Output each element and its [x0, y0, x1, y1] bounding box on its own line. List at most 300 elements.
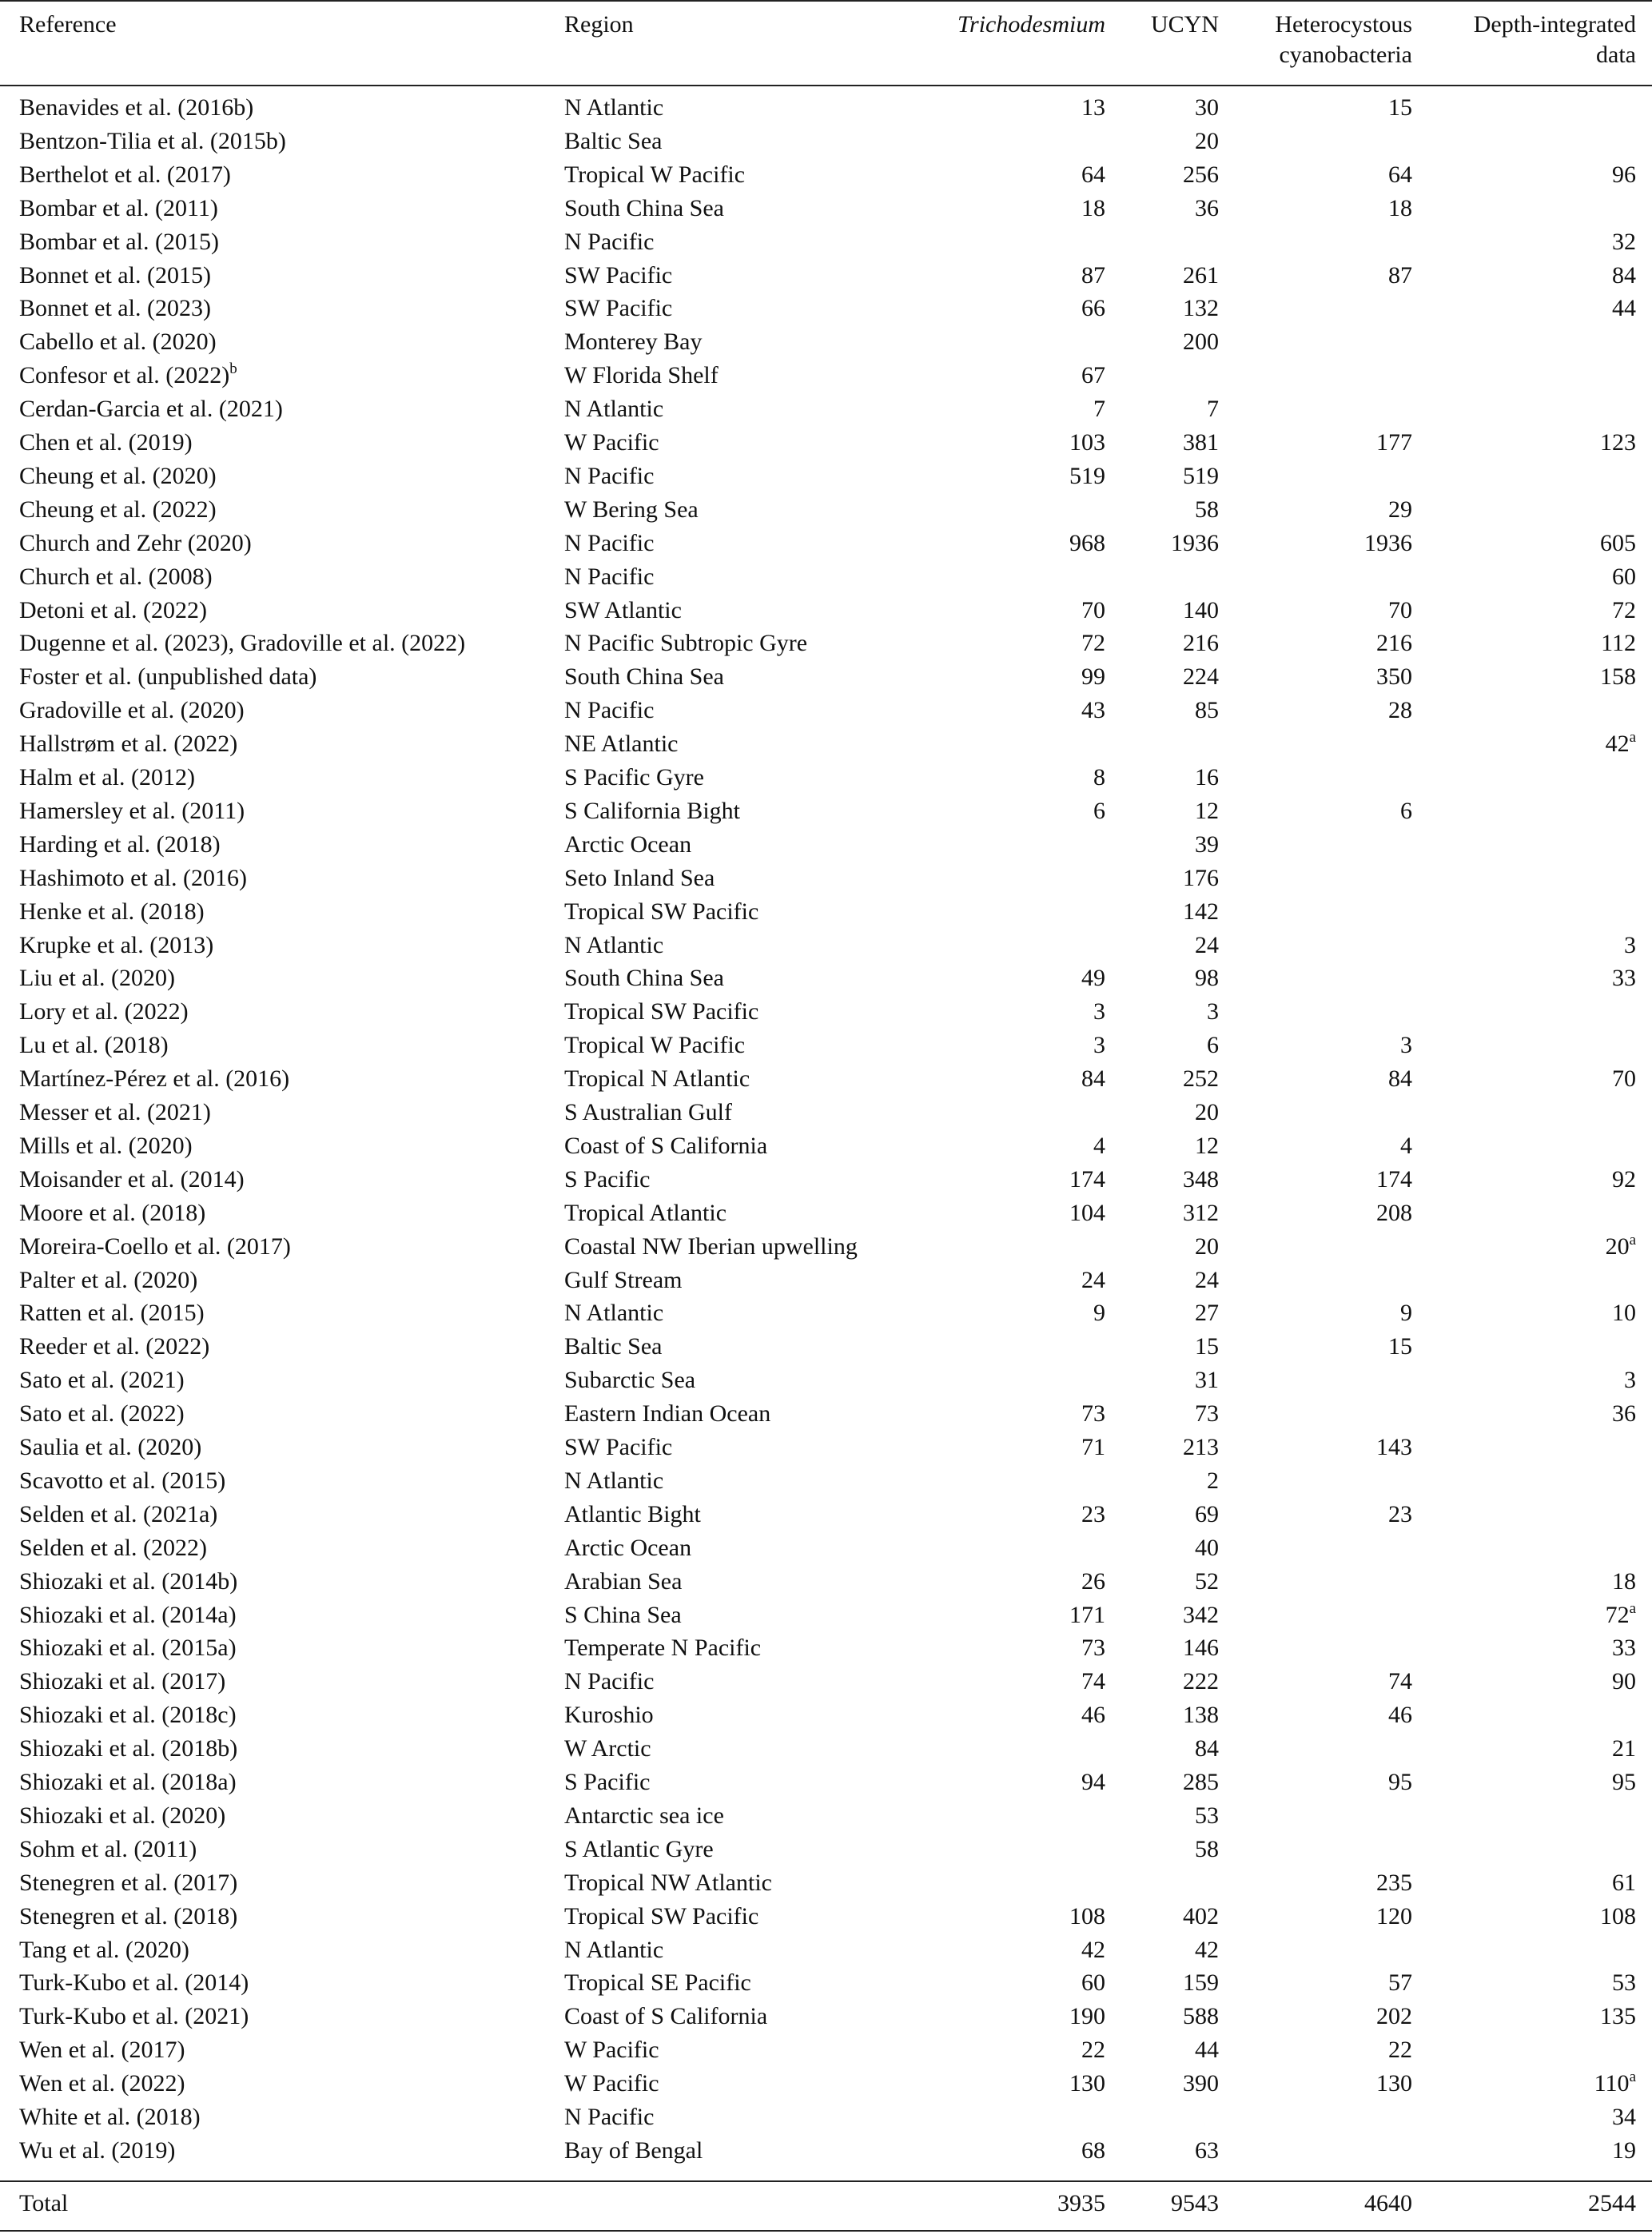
table-row — [0, 1096, 1652, 1129]
table-row — [0, 1397, 1652, 1431]
ucyn-cell: 98 — [1195, 965, 1219, 992]
ucyn-cell: 58 — [1195, 496, 1219, 523]
reference-cell: Saulia et al. (2020) — [19, 1434, 202, 1460]
region-cell: Tropical SW Pacific — [564, 998, 759, 1025]
trichodesmium-cell: 3 — [1093, 998, 1105, 1025]
depth-integrated-cell: 18 — [1612, 1567, 1636, 1595]
table-row — [0, 1933, 1652, 1967]
header-depth-line2: data — [1596, 42, 1636, 68]
trichodesmium-cell: 72 — [1081, 630, 1105, 657]
reference-cell: Martínez-Pérez et al. (2016) — [19, 1065, 290, 1093]
trichodesmium-cell: 73 — [1081, 1400, 1105, 1428]
reference-cell: Moore et al. (2018) — [19, 1199, 206, 1226]
trichodesmium-cell: 22 — [1081, 2037, 1105, 2064]
reference-cell: Selden et al. (2022) — [19, 1534, 207, 1561]
trichodesmium-cell: 3 — [1093, 1032, 1105, 1059]
depth-integrated-cell: 44 — [1612, 295, 1636, 322]
footnote-marker: a — [1629, 2069, 1636, 2086]
reference-cell: Mills et al. (2020) — [19, 1132, 193, 1159]
ucyn-cell: 24 — [1195, 1266, 1219, 1293]
trichodesmium-cell: 4 — [1093, 1132, 1105, 1159]
table-row — [0, 794, 1652, 828]
trichodesmium-cell: 42 — [1081, 1936, 1105, 1963]
header-depth-line1: Depth-integrated — [1473, 11, 1636, 38]
table-row — [0, 158, 1652, 192]
reference-cell: Detoni et al. (2022) — [19, 596, 207, 623]
table-row — [0, 1631, 1652, 1665]
reference-cell: Bentzon-Tilia et al. (2015b) — [19, 127, 286, 154]
region-cell: S Pacific Gyre — [564, 764, 704, 790]
ucyn-cell: 20 — [1195, 1232, 1219, 1260]
table-row — [0, 727, 1652, 761]
table-row — [0, 259, 1652, 293]
reference-cell: Wen et al. (2017) — [19, 2037, 185, 2064]
heterocystous-cell: 350 — [1376, 663, 1412, 691]
heterocystous-cell: 15 — [1388, 94, 1412, 121]
ucyn-cell: 146 — [1183, 1635, 1219, 1662]
region-cell: NE Atlantic — [564, 731, 679, 758]
reference-cell: Shiozaki et al. (2014b) — [19, 1567, 238, 1595]
region-cell: South China Sea — [564, 194, 724, 221]
table-row — [0, 560, 1652, 594]
region-cell: Gulf Stream — [564, 1266, 683, 1293]
reference-cell: Shiozaki et al. (2017) — [19, 1668, 226, 1695]
region-cell: SW Atlantic — [564, 596, 682, 623]
reference-cell: Sato et al. (2022) — [19, 1400, 185, 1428]
ucyn-cell: 44 — [1195, 2037, 1219, 2064]
trichodesmium-cell: 64 — [1081, 161, 1105, 188]
ucyn-cell: 20 — [1195, 127, 1219, 154]
ucyn-cell: 285 — [1183, 1769, 1219, 1795]
reference-cell: Liu et al. (2020) — [19, 965, 175, 992]
depth-integrated-cell: 158 — [1600, 663, 1636, 691]
header-region: Region — [564, 11, 634, 38]
ucyn-cell: 176 — [1183, 864, 1219, 891]
region-cell: Tropical Atlantic — [564, 1199, 727, 1226]
table-row — [0, 1900, 1652, 1933]
heterocystous-cell: 87 — [1388, 261, 1412, 289]
trichodesmium-cell: 130 — [1069, 2070, 1105, 2097]
reference-cell: Confesor et al. $(2022)^b$ — [19, 360, 237, 389]
region-cell: Eastern Indian Ocean — [564, 1400, 771, 1428]
depth-integrated-cell: 33 — [1612, 965, 1636, 992]
table-row — [0, 1665, 1652, 1698]
depth-integrated-cell: 34 — [1612, 2104, 1636, 2130]
reference-cell: Church et al. (2008) — [19, 563, 213, 590]
ucyn-cell: 312 — [1183, 1199, 1219, 1226]
table-row — [0, 1498, 1652, 1531]
region-cell: N Atlantic — [564, 94, 664, 121]
heterocystous-cell: 84 — [1388, 1065, 1412, 1093]
trichodesmium-cell: 18 — [1081, 194, 1105, 221]
heterocystous-cell: 23 — [1388, 1500, 1412, 1527]
reference-cell: Hallstrøm et al. (2022) — [19, 731, 238, 758]
ucyn-cell: 20 — [1195, 1099, 1219, 1125]
footnote-marker: a — [1629, 1599, 1636, 1617]
ucyn-cell: 381 — [1183, 429, 1219, 456]
trichodesmium-cell: 70 — [1081, 596, 1105, 623]
reference-cell: Henke et al. (2018) — [19, 898, 205, 925]
heterocystous-cell: 208 — [1376, 1199, 1412, 1226]
ucyn-cell: 132 — [1183, 295, 1219, 322]
table-row — [0, 929, 1652, 962]
region-cell: N Pacific Subtropic Gyre — [564, 630, 808, 657]
reference-cell: Cerdan-Garcia et al. (2021) — [19, 396, 283, 423]
table-row — [0, 995, 1652, 1029]
reference-cell: Harding et al. (2018) — [19, 830, 221, 858]
depth-integrated-cell: 72 — [1612, 596, 1636, 623]
region-cell: N Pacific — [564, 2104, 655, 2130]
trichodesmium-cell: 94 — [1081, 1769, 1105, 1795]
heterocystous-cell: 46 — [1388, 1702, 1412, 1729]
heterocystous-cell: 70 — [1388, 596, 1412, 623]
ucyn-cell: 159 — [1183, 1969, 1219, 1997]
region-cell: S California Bight — [564, 797, 740, 824]
region-cell: Coastal NW Iberian upwelling — [564, 1232, 858, 1260]
ucyn-cell: 224 — [1183, 663, 1219, 691]
region-cell: Tropical W Pacific — [564, 1032, 746, 1059]
trichodesmium-cell: 99 — [1081, 663, 1105, 691]
ucyn-cell: 140 — [1183, 596, 1219, 623]
ucyn-cell: 256 — [1183, 161, 1219, 188]
table-row — [0, 527, 1652, 560]
region-cell: Seto Inland Sea — [564, 864, 715, 891]
heterocystous-cell: 6 — [1400, 797, 1412, 824]
header-rule — [0, 85, 1652, 86]
region-cell: Tropical SW Pacific — [564, 898, 759, 925]
depth-integrated-cell: 3 — [1624, 1367, 1636, 1394]
heterocystous-cell: 57 — [1388, 1969, 1412, 1997]
table-row — [0, 1866, 1652, 1900]
region-cell: Arabian Sea — [564, 1567, 683, 1595]
region-cell: Tropical SE Pacific — [564, 1969, 751, 1997]
ucyn-cell: 24 — [1195, 931, 1219, 958]
table-row — [0, 2067, 1652, 2101]
reference-cell: Wen et al. (2022) — [19, 2070, 185, 2097]
heterocystous-cell: 15 — [1388, 1333, 1412, 1360]
trichodesmium-cell: 49 — [1081, 965, 1105, 992]
reference-cell: Sato et al. (2021) — [19, 1367, 185, 1394]
ucyn-cell: 3 — [1207, 998, 1219, 1025]
ucyn-cell: 52 — [1195, 1567, 1219, 1595]
table-row — [0, 862, 1652, 895]
depth-integrated-cell: 36 — [1612, 1400, 1636, 1428]
reference-cell: Cabello et al. (2020) — [19, 329, 217, 356]
region-cell: N Pacific — [564, 228, 655, 255]
ucyn-cell: 27 — [1195, 1300, 1219, 1327]
ucyn-cell: 142 — [1183, 898, 1219, 925]
trichodesmium-cell: 9 — [1093, 1300, 1105, 1327]
ucyn-cell: 390 — [1183, 2070, 1219, 2097]
reference-cell: Stenegren et al. (2017) — [19, 1869, 238, 1896]
table-row — [0, 2000, 1652, 2033]
total-label: Total — [19, 2190, 69, 2216]
ucyn-cell: 30 — [1195, 94, 1219, 121]
table-row — [0, 1698, 1652, 1732]
table-row — [0, 962, 1652, 995]
ucyn-cell: 261 — [1183, 261, 1219, 289]
region-cell: Antarctic sea ice — [564, 1802, 724, 1829]
trichodesmium-cell: 190 — [1069, 2003, 1105, 2030]
ucyn-cell: 519 — [1183, 462, 1219, 489]
header-depth-integrated — [1474, 10, 1636, 70]
depth-integrated-cell: 10 — [1612, 1300, 1636, 1327]
ucyn-cell: 42 — [1195, 1936, 1219, 1963]
table-row — [0, 694, 1652, 727]
table-row — [0, 460, 1652, 493]
region-cell: S Pacific — [564, 1165, 651, 1193]
reference-cell: White et al. (2018) — [19, 2104, 201, 2130]
depth-integrated-cell: 20$^a$ — [1605, 1231, 1636, 1260]
ucyn-cell: 58 — [1195, 1835, 1219, 1862]
table-row — [0, 1062, 1652, 1096]
reference-cell: Palter et al. (2020) — [19, 1266, 198, 1293]
reference-cell: Cheung et al. (2020) — [19, 462, 217, 489]
trichodesmium-cell: 46 — [1081, 1702, 1105, 1729]
reference-cell: Bombar et al. (2015) — [19, 228, 219, 255]
table-row — [0, 594, 1652, 627]
heterocystous-cell: 216 — [1376, 630, 1412, 657]
region-cell: W Pacific — [564, 2070, 659, 2097]
table-row — [0, 1163, 1652, 1197]
region-cell: Baltic Sea — [564, 127, 663, 154]
header-trichodesmium: Trichodesmium — [957, 11, 1105, 38]
region-cell: N Pacific — [564, 563, 655, 590]
heterocystous-cell: 29 — [1388, 496, 1412, 523]
region-cell: Bay of Bengal — [564, 2136, 703, 2164]
table-row — [0, 895, 1652, 929]
reference-cell: Moisander et al. (2014) — [19, 1165, 245, 1193]
region-cell: Tropical N Atlantic — [564, 1065, 750, 1093]
heterocystous-cell: 202 — [1376, 2003, 1412, 2030]
bottom-rule — [0, 2230, 1652, 2232]
region-cell: Temperate N Pacific — [564, 1635, 762, 1662]
region-cell: N Atlantic — [564, 1936, 664, 1963]
depth-integrated-cell: 3 — [1624, 931, 1636, 958]
region-cell: Coast of S California — [564, 2003, 768, 2030]
ucyn-cell: 213 — [1183, 1434, 1219, 1460]
reference-cell: Shiozaki et al. (2014a) — [19, 1601, 237, 1628]
trichodesmium-cell: 66 — [1081, 295, 1105, 322]
table-row — [0, 1766, 1652, 1799]
ucyn-cell: 40 — [1195, 1534, 1219, 1561]
top-rule — [0, 0, 1652, 2]
trichodesmium-cell: 24 — [1081, 1266, 1105, 1293]
table-row — [0, 1799, 1652, 1833]
ucyn-cell: 222 — [1183, 1668, 1219, 1695]
depth-integrated-cell: 92 — [1612, 1165, 1636, 1193]
total-heterocystous: 4640 — [1364, 2190, 1412, 2216]
region-cell: Tropical NW Atlantic — [564, 1869, 772, 1896]
ucyn-cell: 342 — [1183, 1601, 1219, 1628]
reference-cell: Halm et al. (2012) — [19, 764, 195, 790]
table-row — [0, 2033, 1652, 2067]
table-row — [0, 192, 1652, 225]
reference-cell: Foster et al. (unpublished data) — [19, 663, 317, 691]
heterocystous-cell: 22 — [1388, 2037, 1412, 2064]
trichodesmium-cell: 67 — [1081, 362, 1105, 389]
reference-cell: Selden et al. (2021a) — [19, 1500, 218, 1527]
ucyn-cell: 402 — [1183, 1902, 1219, 1929]
table-row — [0, 660, 1652, 694]
region-cell: Baltic Sea — [564, 1333, 663, 1360]
reference-cell: Bombar et al. (2011) — [19, 194, 218, 221]
region-cell: S Pacific — [564, 1769, 651, 1795]
region-cell: Subarctic Sea — [564, 1367, 696, 1394]
table-row — [0, 325, 1652, 359]
heterocystous-cell: 3 — [1400, 1032, 1412, 1059]
table-row — [0, 493, 1652, 527]
reference-cell: Reeder et al. (2022) — [19, 1333, 210, 1360]
depth-integrated-cell: 96 — [1612, 161, 1636, 188]
region-cell: N Pacific — [564, 529, 655, 556]
reference-cell: Messer et al. (2021) — [19, 1099, 211, 1125]
reference-cell: Gradoville et al. (2020) — [19, 697, 245, 724]
region-cell: South China Sea — [564, 965, 724, 992]
heterocystous-cell: 74 — [1388, 1668, 1412, 1695]
total-depth-integrated: 2544 — [1588, 2190, 1636, 2216]
region-cell: Atlantic Bight — [564, 1500, 701, 1527]
ucyn-cell: 12 — [1195, 1132, 1219, 1159]
region-cell: N Pacific — [564, 462, 655, 489]
reference-cell: Church and Zehr (2020) — [19, 529, 252, 556]
table-row — [0, 761, 1652, 794]
region-cell: Tropical W Pacific — [564, 161, 746, 188]
heterocystous-cell: 130 — [1376, 2070, 1412, 2097]
region-cell: Monterey Bay — [564, 329, 703, 356]
footnote-marker: a — [1629, 729, 1636, 747]
region-cell: W Florida Shelf — [564, 362, 719, 389]
region-cell: N Atlantic — [564, 931, 664, 958]
reference-cell: Shiozaki et al. (2015a) — [19, 1635, 237, 1662]
depth-integrated-cell: 53 — [1612, 1969, 1636, 1997]
reference-cell: Chen et al. (2019) — [19, 429, 193, 456]
trichodesmium-cell: 103 — [1069, 429, 1105, 456]
region-cell: S Atlantic Gyre — [564, 1835, 714, 1862]
table-row — [0, 125, 1652, 158]
reference-cell: Shiozaki et al. (2020) — [19, 1802, 226, 1829]
depth-integrated-cell: 112 — [1601, 630, 1636, 657]
ucyn-cell: 2 — [1207, 1467, 1219, 1494]
heterocystous-cell: 120 — [1376, 1902, 1412, 1929]
total-row — [0, 2187, 1652, 2220]
region-cell: N Atlantic — [564, 396, 664, 423]
region-cell: Arctic Ocean — [564, 1534, 692, 1561]
region-cell: W Bering Sea — [564, 496, 699, 523]
trichodesmium-cell: 71 — [1081, 1434, 1105, 1460]
reference-cell: Dugenne et al. (2023), Gradoville et al. (2022) — [19, 630, 466, 657]
total-ucyn: 9543 — [1171, 2190, 1219, 2216]
table-row — [0, 392, 1652, 426]
ucyn-cell: 16 — [1195, 764, 1219, 790]
region-cell: N Pacific — [564, 1668, 655, 1695]
table-row — [0, 1464, 1652, 1498]
table-row — [0, 828, 1652, 862]
depth-integrated-cell: 42$^a$ — [1605, 729, 1636, 758]
region-cell: SW Pacific — [564, 295, 673, 322]
reference-cell: Tang et al. (2020) — [19, 1936, 189, 1963]
heterocystous-cell: 9 — [1400, 1300, 1412, 1327]
ucyn-cell: 588 — [1183, 2003, 1219, 2030]
depth-integrated-cell: 61 — [1612, 1869, 1636, 1896]
table-row — [0, 1230, 1652, 1264]
reference-cell: Moreira-Coello et al. (2017) — [19, 1232, 291, 1260]
heterocystous-cell: 18 — [1388, 194, 1412, 221]
reference-cell: Scavotto et al. (2015) — [19, 1467, 226, 1494]
ucyn-cell: 73 — [1195, 1400, 1219, 1428]
footnote-marker: a — [1629, 1231, 1636, 1248]
ucyn-cell: 12 — [1195, 797, 1219, 824]
ucyn-cell: 7 — [1207, 396, 1219, 423]
region-cell: N Pacific — [564, 697, 655, 724]
table-row — [0, 2101, 1652, 2134]
table-row — [0, 426, 1652, 460]
table-row — [0, 91, 1652, 125]
total-trichodesmium: 3935 — [1057, 2190, 1105, 2216]
trichodesmium-cell: 68 — [1081, 2136, 1105, 2164]
depth-integrated-cell: 33 — [1612, 1635, 1636, 1662]
trichodesmium-cell: 104 — [1069, 1199, 1105, 1226]
ucyn-cell: 31 — [1195, 1367, 1219, 1394]
region-cell: N Atlantic — [564, 1300, 664, 1327]
table-row — [0, 1966, 1652, 2000]
table-row — [0, 1129, 1652, 1163]
table-row — [0, 2134, 1652, 2168]
region-cell: South China Sea — [564, 663, 724, 691]
table-row — [0, 1565, 1652, 1599]
ucyn-cell: 1936 — [1171, 529, 1219, 556]
depth-integrated-cell: 110$^a$ — [1594, 2069, 1636, 2097]
trichodesmium-cell: 43 — [1081, 697, 1105, 724]
reference-cell: Shiozaki et al. (2018a) — [19, 1769, 237, 1795]
region-cell: Kuroshio — [564, 1702, 654, 1729]
reference-cell: Bonnet et al. (2015) — [19, 261, 211, 289]
trichodesmium-cell: 74 — [1081, 1668, 1105, 1695]
heterocystous-cell: 143 — [1376, 1434, 1412, 1460]
heterocystous-cell: 28 — [1388, 697, 1412, 724]
ucyn-cell: 6 — [1207, 1032, 1219, 1059]
trichodesmium-cell: 23 — [1081, 1500, 1105, 1527]
table-row — [0, 627, 1652, 660]
reference-cell: Krupke et al. (2013) — [19, 931, 214, 958]
table-row — [0, 1296, 1652, 1330]
table-row — [0, 1531, 1652, 1565]
header-ucyn: UCYN — [1150, 11, 1219, 38]
depth-integrated-cell: 123 — [1600, 429, 1636, 456]
region-cell: Arctic Ocean — [564, 830, 692, 858]
heterocystous-cell: 1936 — [1364, 529, 1412, 556]
reference-cell: Turk-Kubo et al. (2021) — [19, 2003, 249, 2030]
depth-integrated-cell: 108 — [1600, 1902, 1636, 1929]
table-row — [0, 1732, 1652, 1766]
trichodesmium-cell: 968 — [1069, 529, 1105, 556]
ucyn-cell: 63 — [1195, 2136, 1219, 2164]
heterocystous-cell: 235 — [1376, 1869, 1412, 1896]
reference-cell: Cheung et al. (2022) — [19, 496, 217, 523]
reference-cell: Wu et al. (2019) — [19, 2136, 176, 2164]
trichodesmium-cell: 60 — [1081, 1969, 1105, 1997]
region-cell: Tropical SW Pacific — [564, 1902, 759, 1929]
region-cell: W Pacific — [564, 2037, 659, 2064]
header-reference: Reference — [19, 11, 117, 38]
heterocystous-cell: 174 — [1376, 1165, 1412, 1193]
region-cell: W Pacific — [564, 429, 659, 456]
header-heterocystous — [1275, 10, 1412, 70]
ucyn-cell: 138 — [1183, 1702, 1219, 1729]
depth-integrated-cell: 84 — [1612, 261, 1636, 289]
trichodesmium-cell: 7 — [1093, 396, 1105, 423]
table-row — [0, 292, 1652, 325]
